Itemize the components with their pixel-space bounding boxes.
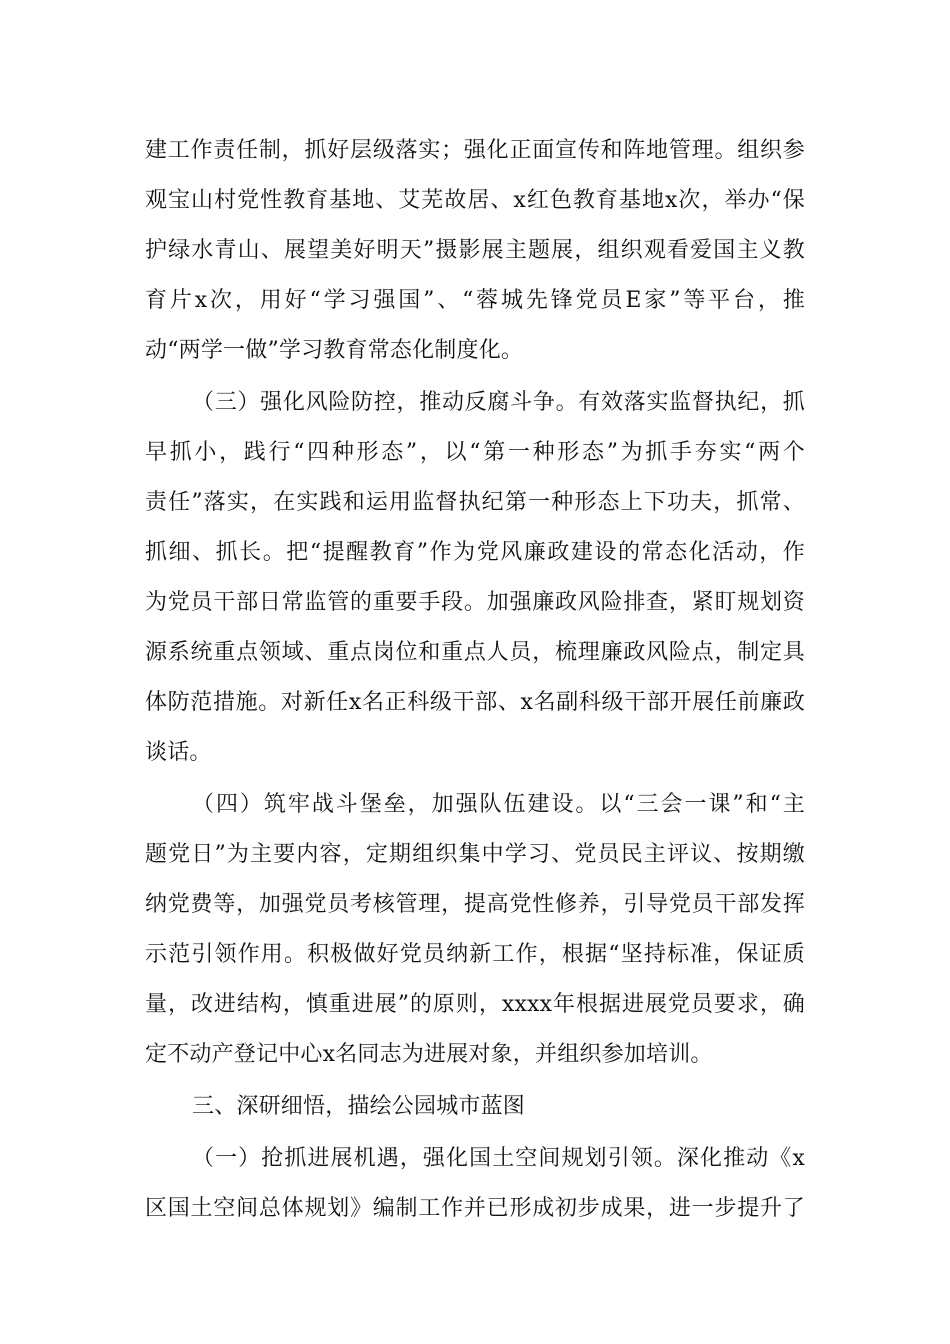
text-line: 区国土空间总体规划》编制工作并已形成初步成果，进一步提升了: [145, 1196, 805, 1221]
text-line: 育片x次，用好“学习强国”、“蓉城先锋党员E家”等平台，推: [145, 288, 805, 313]
text-line: 责任”落实，在实践和运用监督执纪第一种形态上下功夫，抓常、: [145, 490, 805, 515]
text-line: 体防范措施。对新任x名正科级干部、x名副科级干部开展任前廉政: [145, 690, 805, 715]
paragraph-start-line: （一）抢抓进展机遇，强化国土空间规划引领。深化推动《x: [192, 1146, 805, 1171]
text-line: 抓细、抓长。把“提醒教育”作为党风廉政建设的常态化活动，作: [145, 540, 805, 565]
text-line: 动“两学一做”学习教育常态化制度化。: [145, 338, 524, 363]
text-line: 纳党费等，加强党员考核管理，提高党性修养，引导党员干部发挥: [145, 892, 805, 917]
text-line: 示范引领作用。积极做好党员纳新工作，根据“坚持标准，保证质: [145, 942, 805, 967]
text-line: 题党日”为主要内容，定期组织集中学习、党员民主评议、按期缴: [145, 842, 805, 867]
section-heading: 三、深研细悟，描绘公园城市蓝图: [192, 1094, 526, 1119]
paragraph-start-line: （三）强化风险防控，推动反腐斗争。有效落实监督执纪，抓: [192, 390, 805, 415]
paragraph-start-line: （四）筑牢战斗堡垒，加强队伍建设。以“三会一课”和“主: [192, 792, 805, 817]
text-line: 量，改进结构，慎重进展”的原则，xxxx年根据进展党员要求，确: [145, 992, 805, 1017]
text-line: 源系统重点领域、重点岗位和重点人员，梳理廉政风险点，制定具: [145, 640, 805, 665]
text-line: 护绿水青山、展望美好明天”摄影展主题展，组织观看爱国主义教: [145, 238, 805, 263]
text-line: 定不动产登记中心x名同志为进展对象，并组织参加培训。: [145, 1042, 713, 1067]
text-line: 建工作责任制，抓好层级落实；强化正面宣传和阵地管理。组织参: [145, 138, 805, 163]
text-line: 观宝山村党性教育基地、艾芜故居、x红色教育基地x次，举办“保: [145, 188, 805, 213]
text-line: 早抓小，践行“四种形态”，以“第一种形态”为抓手夯实“两个: [145, 440, 805, 465]
text-line: 为党员干部日常监管的重要手段。加强廉政风险排查，紧盯规划资: [145, 590, 805, 615]
text-line: 谈话。: [145, 740, 212, 765]
